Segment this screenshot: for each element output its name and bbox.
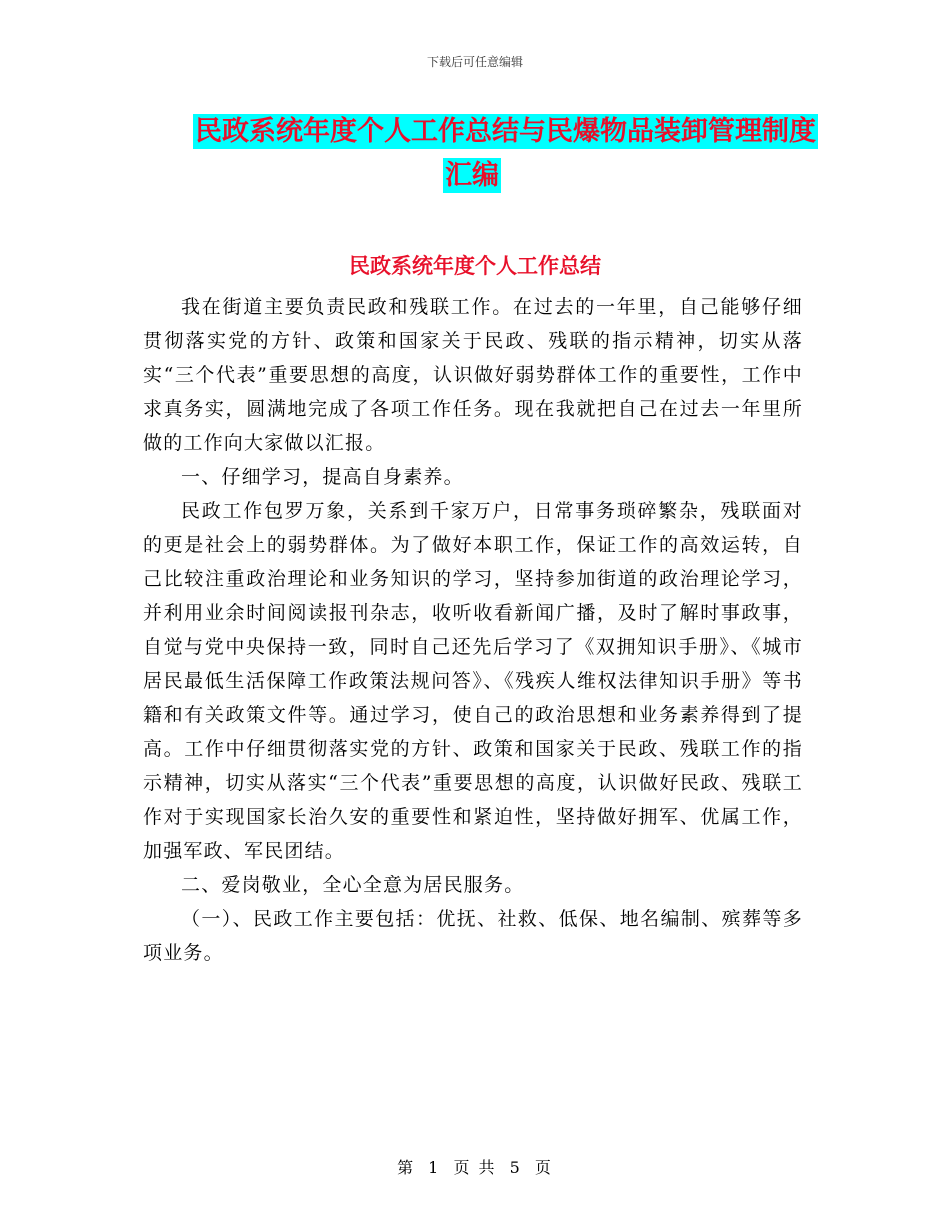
paragraph-heading-1: 一、仔细学习，提高自身素养。	[181, 466, 464, 488]
footer-current-page: 1	[428, 1158, 441, 1177]
page-footer	[0, 1155, 950, 1178]
paragraph-civil-affairs: （一）、民政工作主要包括：优抚、社救、低保、地名编制、殡葬等多项业务。	[143, 908, 803, 964]
header-note: 下载后可任意编辑	[426, 55, 523, 69]
footer-total-pages: 5	[509, 1158, 522, 1177]
document-title	[193, 110, 816, 198]
paragraph-study: 民政工作包罗万象，关系到千家万户，日常事务琐碎繁杂，残联面对的更是社会上的弱势群体。为了做好本职工作，保证工作的高效运转，自己比较注重政治理论和业务知识的学习，坚持参加街道的政治理论学习，并利用业余时间阅读报刊杂志，收听收看新闻广播，及时了解时事政事，自觉与党中央保持一致，同时自己还先后学习了《双拥知识手册》、《城市居民最低生活保障工作政策法规问答》、《残疾人维权法律知识手册》等书籍和有关政策文件等。通过学习，使自己的政治思想和业务素养得到了提高。工作中仔细贯彻落实党的方针、政策和国家关于民政、残联工作的指示精神，切实从落实“三个代表”重要思想的高度，认识做好民政、残联工作对于实现国家长治久安的重要性和紧迫性，坚持做好拥军、优属工作，加强军政、军民团结。	[143, 500, 803, 862]
paragraph-heading-2: 二、爱岗敬业，全心全意为居民服务。	[181, 874, 525, 896]
footer-prefix: 第	[397, 1158, 416, 1177]
section-title: 民政系统年度个人工作总结	[349, 254, 601, 278]
footer-middle: 页 共	[453, 1158, 497, 1177]
title-line-1: 民政系统年度个人工作总结与民爆物品装卸管理制度	[195, 116, 816, 147]
title-line-2: 汇编	[445, 160, 499, 191]
paragraph-intro: 我在街道主要负责民政和残联工作。在过去的一年里，自己能够仔细贯彻落实党的方针、政策和国家关于民政、残联的指示精神，切实从落实“三个代表”重要思想的高度，认识做好弱势群体工作的重要性，工作中求真务实，圆满地完成了各项工作任务。现在我就把自己在过去一年里所做的工作向大家做以汇报。	[143, 296, 803, 454]
body-text	[143, 290, 803, 970]
footer-suffix: 页	[534, 1158, 553, 1177]
